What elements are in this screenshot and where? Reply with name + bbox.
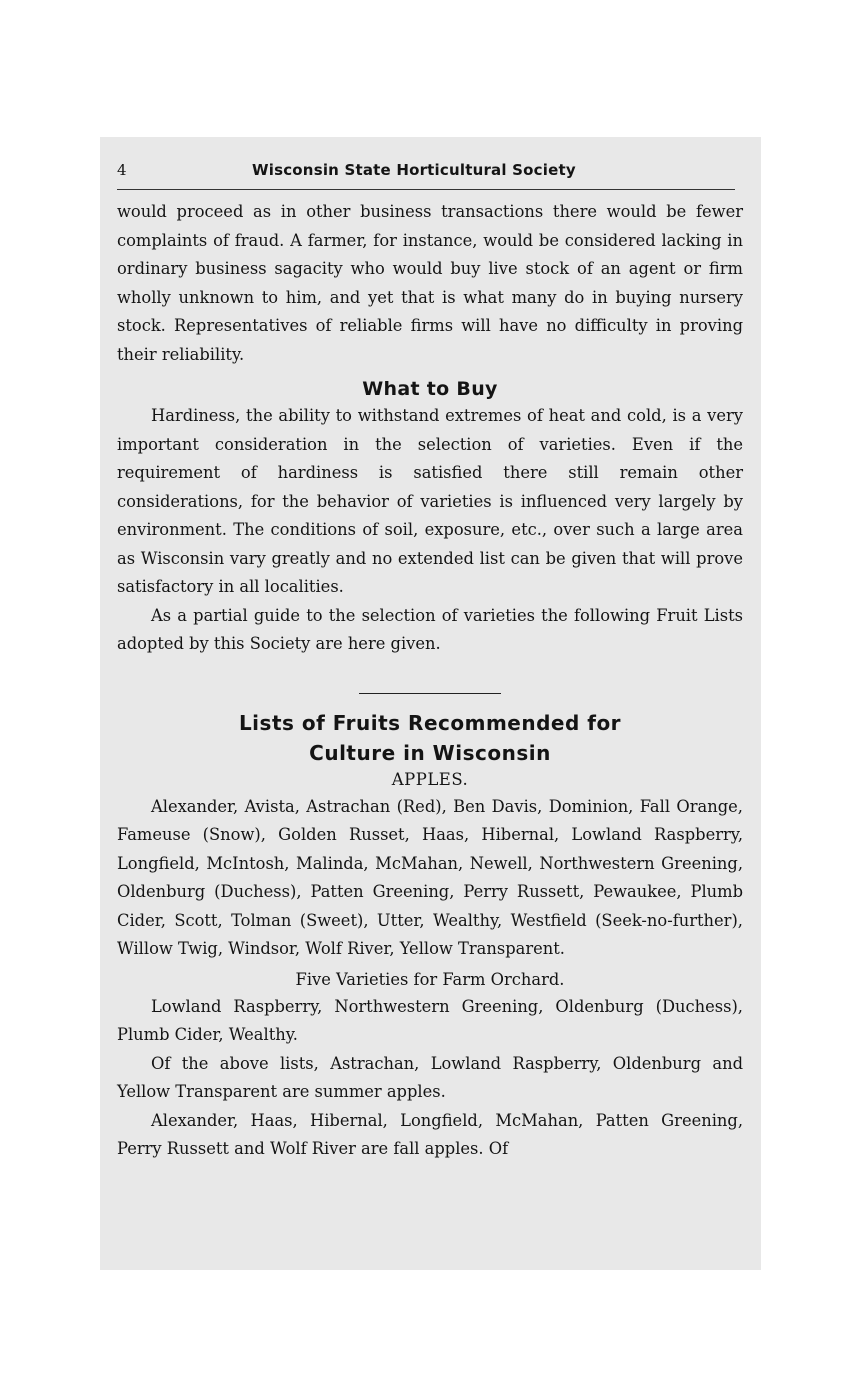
fruit-lists-heading-line2: Culture in Wisconsin bbox=[309, 740, 551, 765]
what-to-buy-heading: What to Buy bbox=[362, 378, 498, 400]
page-number: 4 bbox=[117, 161, 127, 179]
farm-orchard-paragraph: Lowland Raspberry, Northwestern Greening, Oldenburg (Duchess), Plumb Cider, Wealthy. bbox=[117, 996, 743, 1044]
running-title: Wisconsin State Horticultural Society bbox=[252, 161, 576, 179]
running-header bbox=[117, 155, 735, 190]
intro-paragraph: would proceed as in other business transactions there would be fewer complaints of fraud. A farmer, for instance, would be considered lacking in ordinary business sagacity who would buy live stock of an agent or firm wholly unknown to him, and yet that is what many do in buying nursery stock. Representatives of reliable firms will have no difficulty in proving their reliability. bbox=[117, 202, 743, 364]
fruit-lists-heading-line1: Lists of Fruits Recommended for bbox=[238, 710, 622, 735]
apple-list-paragraph: Alexander, Avista, Astrachan (Red), Ben Davis, Dominion, Fall Orange, Fameuse (Snow), Golden Russet, Haas, Hibernal, Lowland Raspberry, Longfield, McIntosh, Malinda, McMahan, Newell, Northwestern Greening, Oldenburg (Duchess), Patten Greening, Perry Russett, Pewaukee, Plumb Cider, Scott, Tolman (Sweet), Utter, Wealthy, Westfield (Seek-no-further), Willow Twig, Windsor, Wolf River, Yellow Transparent. bbox=[117, 796, 743, 958]
book-page bbox=[100, 137, 761, 1270]
fall-apples-paragraph: Alexander, Haas, Hibernal, Longfield, McMahan, Patten Greening, Perry Russett and Wolf River are fall apples. Of bbox=[117, 1110, 743, 1158]
hardiness-paragraph: Hardiness, the ability to withstand extremes of heat and cold, is a very important consideration in the selection of varieties. Even if the requirement of hardiness is satisfied there still remain other considerations, for the behavior of varieties is influenced very largely by environment. The conditions of soil, exposure, etc., over such a large area as Wisconsin vary greatly and no extended list can be given that will prove satisfactory in all localities. bbox=[117, 406, 743, 596]
partial-guide-paragraph: As a partial guide to the selection of varieties the following Fruit Lists adopted by this Society are here given. bbox=[117, 605, 743, 653]
five-varieties-heading: Five Varieties for Farm Orchard. bbox=[295, 969, 565, 989]
apples-heading: APPLES. bbox=[391, 769, 469, 789]
section-divider bbox=[359, 693, 501, 694]
summer-apples-paragraph: Of the above lists, Astrachan, Lowland Raspberry, Oldenburg and Yellow Transparent are summer apples. bbox=[117, 1053, 743, 1101]
